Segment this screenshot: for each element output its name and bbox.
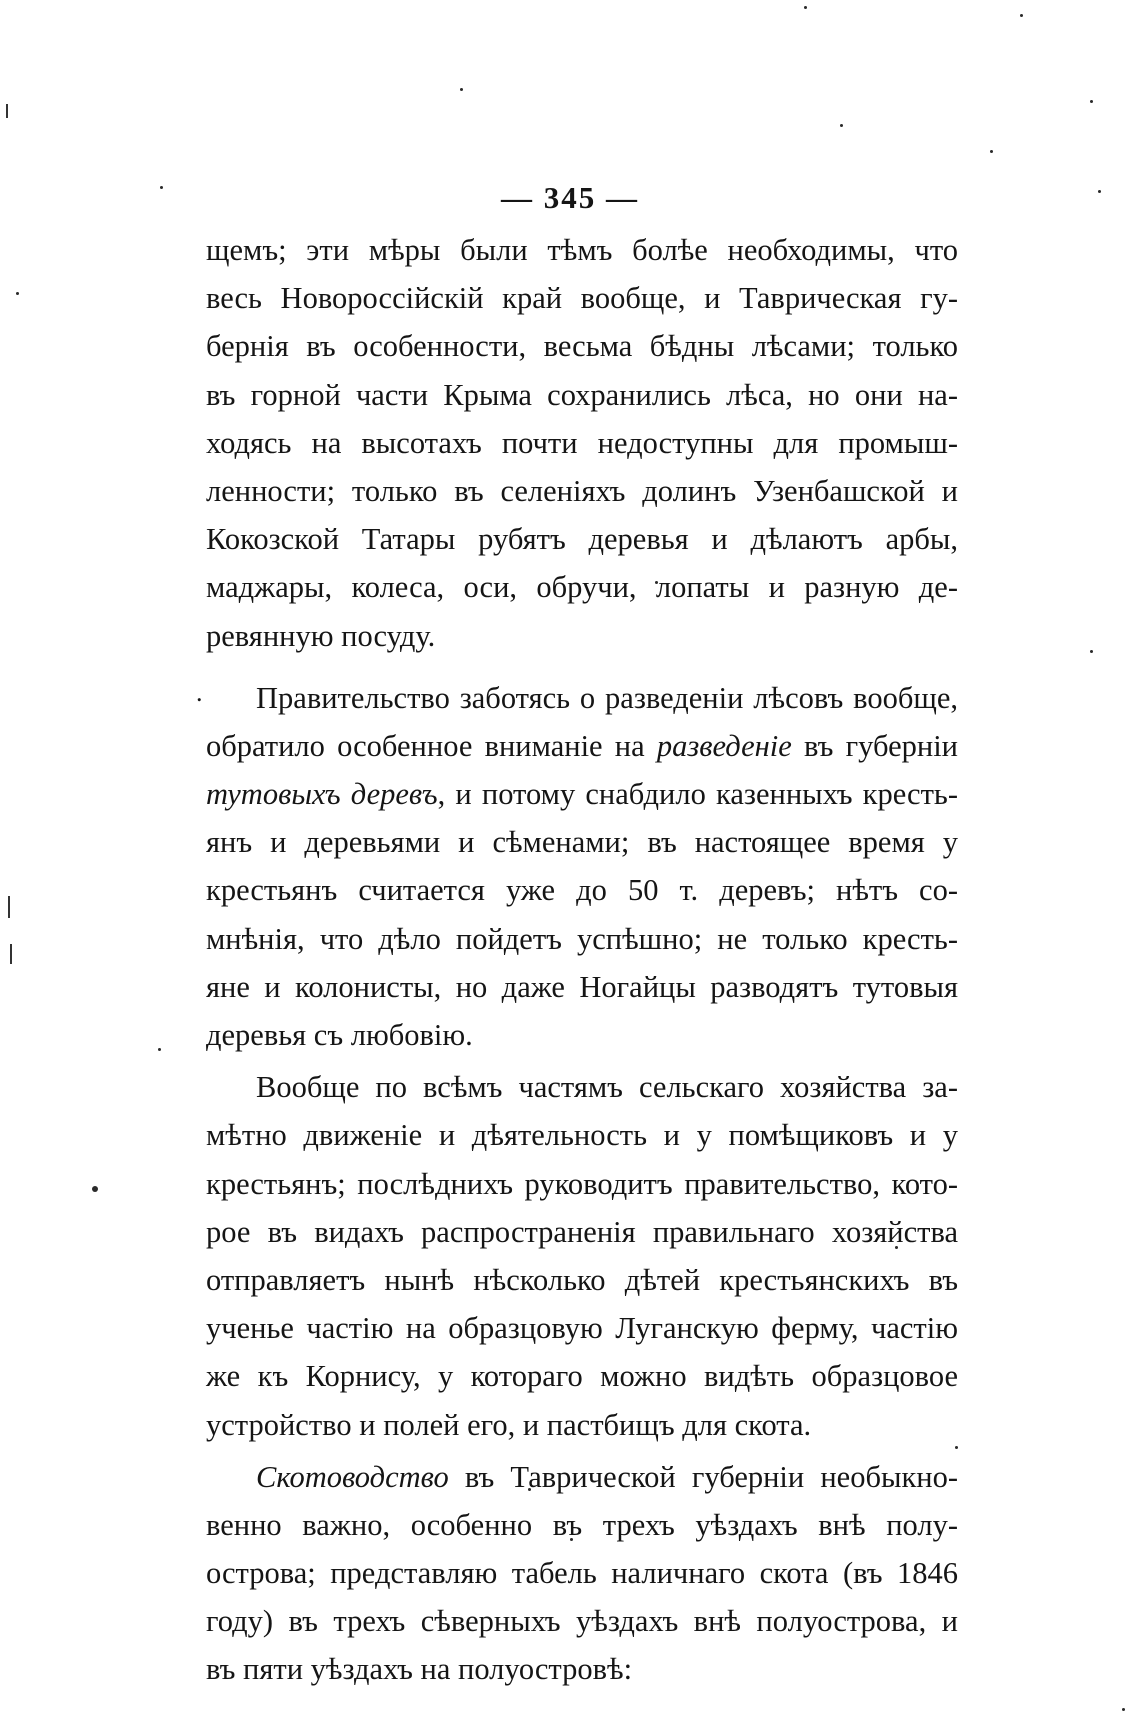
scan-speck [92,1186,98,1192]
text-line: ленности; только въ селеніяхъ долинъ Узенбашской и [206,473,958,508]
text-line: янъ и деревьями и сѣменами; въ настоящее время у [206,825,958,860]
text-segment: , и потому снабдило казенныхъ кресть- [437,777,958,812]
text-line [206,770,958,818]
text-line: ходясь на высотахъ почти недоступны для промыш- [206,425,958,460]
scan-speck [1020,14,1023,17]
text-segment: обратило особенное вниманіе на [206,728,657,763]
italic-phrase: тутовыхъ деревъ [206,777,438,812]
paragraph-3 [206,1063,958,1449]
scan-edge-mark [10,944,12,964]
text-line: рое въ видахъ распространенія правильнаго хозяйства [206,1214,958,1249]
stray-mark: . [196,677,203,707]
text-line: острова; представляю табель наличнаго скота (въ 1846 [206,1556,958,1591]
scan-speck [1122,1708,1125,1711]
scan-speck [158,1048,161,1051]
italic-phrase: Скотоводство [256,1459,449,1494]
text-line: устройство и полей его, и пастбищъ для скота. [206,1407,812,1442]
text-segment: въ губерніи [791,728,959,763]
scan-speck [16,292,19,295]
text-line: Кокозской Татары рубятъ деревья и дѣлаютъ арбы, [206,522,958,557]
scan-speck [1090,650,1093,653]
text-line [206,1453,958,1501]
text-line: мѣтно движеніе и дѣятельность и у помѣщиковъ и у [206,1118,958,1153]
text-line: мнѣнія, что дѣло пойдетъ успѣшно; не только кресть- [206,921,958,956]
text-line: въ горной части Крыма сохранились лѣса, но они на- [206,377,958,412]
text-segment: въ Таврической губерніи необыкно- [448,1459,958,1494]
text-line: году) въ трехъ сѣверныхъ уѣздахъ внѣ полуострова, и [206,1604,958,1639]
paragraph-4 [206,1453,958,1694]
text-line: яне и колонисты, но даже Ногайцы разводятъ тутовыя [206,969,958,1004]
scan-speck [990,150,993,153]
text-line: весь Новороссійскій край вообще, и Таврическая гу- [206,281,958,316]
text-line: отправляетъ нынѣ нѣсколько дѣтей крестьянскихъ въ [206,1262,958,1297]
text-line: же къ Корнису, у котораго можно видѣть образцовое [206,1359,958,1394]
text-line: маджары, колеса, оси, обручи, лопаты и разную де- [206,570,958,605]
text-line: въ пяти уѣздахъ на полуостровѣ: [206,1652,633,1687]
scan-speck [804,6,807,9]
text-line: крестьянъ; послѣднихъ руководитъ правительство, кото- [206,1166,958,1201]
scan-speck [1090,100,1093,103]
text-line: крестьянъ считается уже до 50 т. деревъ; нѣтъ со- [206,873,958,908]
scan-edge-mark [8,896,10,918]
text-line: ученье частію на образцовую Луганскую ферму, частію [206,1311,958,1346]
italic-phrase: разведеніе [656,728,792,763]
paragraph-1 [206,226,958,660]
text-line [206,722,958,770]
scan-speck [840,124,843,127]
text-line: Правительство заботясь о разведеніи лѣсовъ вообще, [256,680,958,715]
text-line: щемъ; эти мѣры были тѣмъ болѣе необходимы, что [206,233,958,267]
text-line: Вообще по всѣмъ частямъ сельскаго хозяйства за- [256,1070,958,1105]
scan-edge-mark [6,104,8,118]
page-number: — 345 — [501,180,639,215]
text-line: бернія въ особенности, весьма бѣдны лѣсами; только [206,329,958,364]
text-line: деревья съ любовію. [206,1018,473,1052]
paragraph-gap [206,660,958,674]
body-text [196,226,959,1694]
scan-speck [460,88,463,91]
paragraph-2 [196,674,959,1060]
text-line: ревянную посуду. [206,618,436,653]
text-line: венно важно, особенно въ трехъ уѣздахъ внѣ полу- [206,1507,958,1542]
